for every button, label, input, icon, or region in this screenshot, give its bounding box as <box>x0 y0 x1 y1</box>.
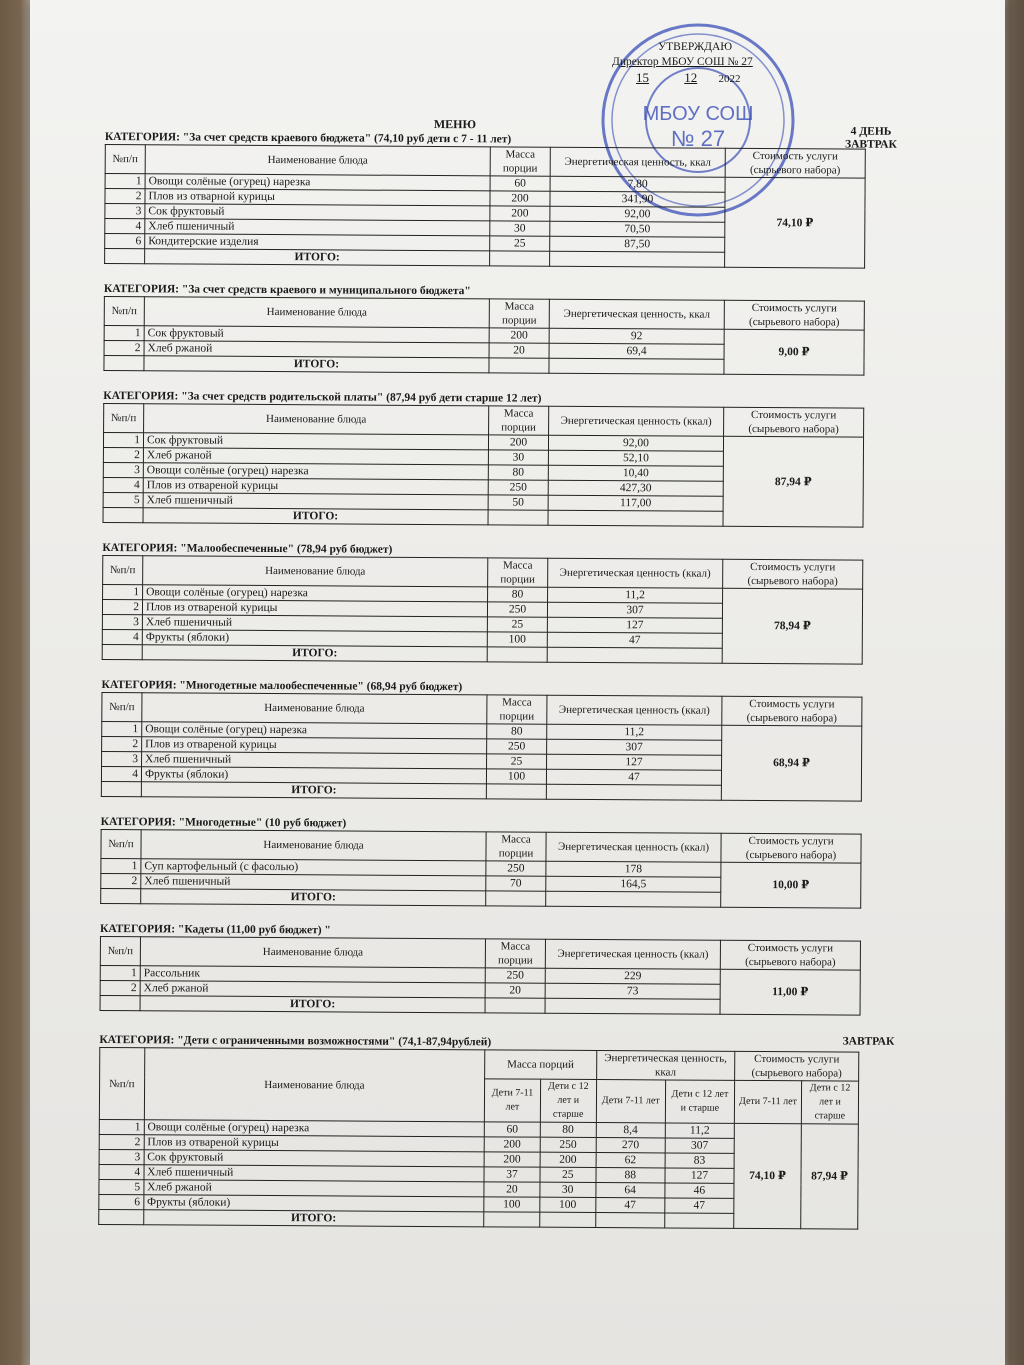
mass-7-11: 100 <box>484 1197 540 1212</box>
energy-header: Энергетическая ценность (ккал) <box>545 939 720 969</box>
dish-mass: 25 <box>487 754 547 769</box>
row-number: 4 <box>105 219 145 234</box>
total-label: ИТОГО: <box>144 356 489 373</box>
cost-7-11: 74,10 ₽ <box>734 1123 802 1228</box>
dish-energy: 11,2 <box>547 724 722 740</box>
menu-table <box>101 692 863 802</box>
special-section <box>98 1033 895 1230</box>
energy-header: Энергетическая ценность (ккал) <box>548 558 723 588</box>
num-header: №п/п <box>102 692 142 721</box>
dish-name: Овощи солёные (огурец) нарезка <box>143 463 488 480</box>
day-label <box>845 126 897 152</box>
mass-12-plus: 100 <box>540 1197 596 1212</box>
stamp-school-text: МБОУ СОШ <box>642 103 754 125</box>
mass-7-11: 200 <box>484 1137 540 1152</box>
energy-header: Энергетическая ценность (ккал) <box>549 406 724 436</box>
total-blank <box>101 781 141 796</box>
row-number: 4 <box>101 766 141 781</box>
category-title: КАТЕГОРИЯ: "Многодетные малообеспеченные" (68,94 руб бюджет) <box>101 678 463 694</box>
cost-header: Стоимость услуги (сырьевого набора) <box>724 300 864 330</box>
dish-mass: 100 <box>486 769 546 784</box>
row-number: 2 <box>102 599 142 614</box>
energy-header: Энергетическая ценность (ккал) <box>547 695 722 725</box>
dish-name: Сок фруктовый <box>143 433 488 450</box>
row-number: 6 <box>99 1194 144 1209</box>
energy-12-plus: 11,2 <box>665 1123 734 1138</box>
total-label: ИТОГО: <box>143 508 488 525</box>
dish-name: Фрукты (яблоки) <box>142 630 487 647</box>
menu-section <box>103 282 864 376</box>
menu-table <box>103 296 864 376</box>
total-energy-blank <box>547 647 722 663</box>
dish-name: Овощи солёные (огурец) нарезка <box>144 1120 485 1137</box>
dish-energy: 341,90 <box>550 191 725 207</box>
menu-section <box>104 130 865 269</box>
energy-7-11: 47 <box>595 1198 664 1213</box>
category-title: КАТЕГОРИЯ: "Дети с ограниченными возможностями" (74,1-87,94рублей) <box>99 1033 492 1049</box>
dish-mass: 25 <box>487 617 547 632</box>
dish-energy: 92,00 <box>548 435 723 451</box>
dish-energy: 92 <box>549 328 724 344</box>
total-mass-blank <box>486 784 546 799</box>
row-number: 4 <box>103 477 143 492</box>
energy-7-11: 62 <box>596 1153 665 1168</box>
dish-mass: 200 <box>490 191 550 206</box>
cost-12-plus: 87,94 ₽ <box>801 1124 859 1229</box>
dish-energy: 7,80 <box>550 176 725 192</box>
row-number: 2 <box>101 873 141 888</box>
num-header: №п/п <box>104 403 144 432</box>
cost-value: 9,00 ₽ <box>724 329 864 375</box>
dish-energy: 117,00 <box>548 495 723 511</box>
category-title: КАТЕГОРИЯ: "Малообеспеченные" (78,94 руб бюджет) <box>102 541 393 556</box>
total-blank <box>100 995 140 1010</box>
cost-header: Стоимость услуги (сырьевого набора) <box>722 696 862 726</box>
dish-name: Овощи солёные (огурец) нарезка <box>143 585 488 602</box>
row-number: 1 <box>100 965 140 980</box>
total-energy-blank <box>548 510 723 526</box>
day-number: 4 ДЕНЬ <box>850 125 892 138</box>
num-header: №п/п <box>100 936 140 965</box>
dish-mass: 80 <box>488 587 548 602</box>
dish-name: Сок фруктовый <box>145 204 490 221</box>
total-blank <box>105 249 145 264</box>
dish-mass: 30 <box>488 450 548 465</box>
dish-name: Хлеб пшеничный <box>145 219 490 236</box>
menu-section <box>100 815 861 909</box>
dish-mass: 60 <box>490 176 550 191</box>
dish-energy: 47 <box>547 632 722 648</box>
dish-name: Хлеб ржаной <box>143 448 488 465</box>
row-number: 5 <box>99 1179 144 1194</box>
energy-7-11: 8,4 <box>596 1123 665 1138</box>
dish-name: Плов из отвареной курицы <box>142 600 487 617</box>
energy-7-11: 64 <box>596 1183 665 1198</box>
row-number: 2 <box>102 736 142 751</box>
mass-header: Масса порции <box>488 558 548 587</box>
director-label: Директор МБОУ СОШ № 27 <box>612 56 753 68</box>
row-number: 1 <box>103 584 143 599</box>
cost-header: Стоимость услуги (сырьевого набора) <box>721 833 861 863</box>
mass-7-11: 200 <box>484 1152 540 1167</box>
mass-7-11: 20 <box>484 1182 540 1197</box>
total-label: ИТОГО: <box>141 889 486 906</box>
dish-name: Суп картофельный (с фасолью) <box>141 859 486 876</box>
cost-value: 74,10 ₽ <box>725 177 866 268</box>
dish-energy: 178 <box>546 861 721 877</box>
total-value-blank <box>540 1212 596 1227</box>
dish-name: Хлеб ржаной <box>144 1180 485 1197</box>
mass-12-plus: 30 <box>540 1182 596 1197</box>
energy-header: Энергетическая ценность, ккал <box>596 1051 735 1081</box>
mass-header: Масса порции <box>489 299 549 328</box>
table-header-row <box>104 403 864 437</box>
dish-name: Рассольник <box>140 966 485 983</box>
dish-energy: 307 <box>547 602 722 618</box>
total-mass-blank <box>489 358 549 373</box>
name-header: Наименование блюда <box>143 556 488 587</box>
dish-mass: 25 <box>490 236 550 251</box>
total-mass-blank <box>488 510 548 525</box>
mass-header: Масса порции <box>487 695 547 724</box>
menu-table <box>104 144 866 269</box>
total-energy-blank <box>546 891 721 907</box>
cost-value: 11,00 ₽ <box>720 969 860 1015</box>
dish-energy: 69,4 <box>549 343 724 359</box>
cost-header: Стоимость услуги (сырьевого набора) <box>724 407 864 437</box>
age-7-11-header: Дети 7-11 лет <box>734 1080 801 1123</box>
dish-mass: 30 <box>490 221 550 236</box>
dish-energy: 427,30 <box>548 480 723 496</box>
dish-mass: 250 <box>487 602 547 617</box>
menu-table <box>100 936 861 1016</box>
total-value-blank <box>484 1212 540 1227</box>
dish-name: Плов из отвареной курицы <box>144 1135 485 1152</box>
row-number: 3 <box>103 462 143 477</box>
cost-value: 68,94 ₽ <box>721 725 861 801</box>
name-header: Наименование блюда <box>141 830 486 861</box>
name-header: Наименование блюда <box>142 693 487 724</box>
dish-mass: 80 <box>488 465 548 480</box>
num-header: №п/п <box>103 555 143 584</box>
dish-energy: 11,2 <box>548 587 723 603</box>
row-number: 5 <box>103 492 143 507</box>
row-number: 4 <box>99 1164 144 1179</box>
age-7-11-header: Дети 7-11 лет <box>484 1079 540 1122</box>
dish-name: Сок фруктовый <box>144 326 489 343</box>
dish-name: Плов из отвареной курицы <box>142 737 487 754</box>
dish-mass: 80 <box>487 724 547 739</box>
dish-energy: 70,50 <box>550 221 725 237</box>
cost-header: Стоимость услуги (сырьевого набора) <box>735 1051 859 1081</box>
row-number: 2 <box>99 1134 144 1149</box>
mass-header: Масса порций <box>485 1050 597 1080</box>
total-energy-blank <box>550 251 725 267</box>
menu-section <box>102 541 863 665</box>
table-header-row <box>103 555 863 589</box>
mass-12-plus: 25 <box>540 1167 596 1182</box>
dish-energy: 229 <box>545 968 720 984</box>
dish-mass: 200 <box>490 206 550 221</box>
row-number: 2 <box>100 980 140 995</box>
dish-name: Кондитерские изделия <box>145 234 490 251</box>
total-energy-blank <box>546 784 721 800</box>
mass-12-plus: 80 <box>540 1122 596 1137</box>
dish-name: Хлеб пшеничный <box>141 874 486 891</box>
dish-name: Сок фруктовый <box>144 1150 485 1167</box>
dish-energy: 127 <box>547 754 722 770</box>
row-number: 4 <box>102 629 142 644</box>
mass-header: Масса порции <box>486 832 546 861</box>
cost-value: 78,94 ₽ <box>722 588 862 664</box>
total-label: ИТОГО: <box>142 645 487 662</box>
menu-document <box>98 115 897 1230</box>
num-header: №п/п <box>105 145 145 174</box>
total-energy-blank <box>549 358 724 374</box>
cost-header: Стоимость услуги (сырьевого набора) <box>720 940 860 970</box>
mass-header: Масса порции <box>489 406 549 435</box>
total-blank <box>102 644 142 659</box>
dish-energy: 52,10 <box>548 450 723 466</box>
total-label: ИТОГО: <box>140 996 485 1013</box>
dish-mass: 250 <box>487 739 547 754</box>
dish-energy: 47 <box>546 769 721 785</box>
mass-header: Масса порции <box>485 939 545 968</box>
energy-header: Энергетическая ценность, ккал <box>549 299 724 329</box>
dish-name: Хлеб пшеничный <box>142 752 487 769</box>
sections-container <box>100 130 865 1016</box>
dish-mass: 250 <box>485 968 545 983</box>
mass-12-plus: 250 <box>540 1137 596 1152</box>
approval-block <box>612 40 753 87</box>
menu-table <box>102 555 864 665</box>
cost-header: Стоимость услуги (сырьевого набора) <box>725 148 865 178</box>
approve-label: УТВЕРЖДАЮ <box>658 41 733 53</box>
dish-name: Плов из отвареной курицы <box>143 478 488 495</box>
meal-label: ЗАВТРАК <box>845 138 897 151</box>
dish-name: Фрукты (яблоки) <box>143 1195 484 1212</box>
dish-energy: 87,50 <box>550 236 725 252</box>
mass-header: Масса порции <box>490 147 550 176</box>
dish-name: Овощи солёные (огурец) нарезка <box>142 722 487 739</box>
dish-mass: 250 <box>486 861 546 876</box>
menu-table <box>103 403 865 528</box>
dish-energy: 92,00 <box>550 206 725 222</box>
row-number: 6 <box>105 234 145 249</box>
row-number: 2 <box>103 447 143 462</box>
energy-12-plus: 127 <box>665 1168 734 1183</box>
dish-mass: 70 <box>486 876 546 891</box>
dish-mass: 20 <box>489 343 549 358</box>
dish-energy: 127 <box>547 617 722 633</box>
name-header: Наименование блюда <box>144 297 489 328</box>
dish-name: Хлеб пшеничный <box>143 493 488 510</box>
menu-title: МЕНЮ <box>433 117 477 132</box>
meal-label-2: ЗАВТРАК <box>842 1035 895 1048</box>
category-title: КАТЕГОРИЯ: "За счет средств краевого бюджета" (74,10 руб дети с 7 - 11 лет) <box>104 130 512 146</box>
energy-7-11: 88 <box>596 1168 665 1183</box>
total-blank <box>101 888 141 903</box>
table-header-row <box>100 936 860 970</box>
cost-header: Стоимость услуги (сырьевого набора) <box>723 559 863 589</box>
dish-energy: 164,5 <box>546 876 721 892</box>
age-12-plus-header: Дети с 12 лет и старше <box>540 1079 596 1122</box>
row-number: 1 <box>102 721 142 736</box>
name-header: Наименование блюда <box>145 145 490 176</box>
dish-name: Хлеб пшеничный <box>144 1165 485 1182</box>
mass-7-11: 37 <box>484 1167 540 1182</box>
stamp-number-text: № 27 <box>670 126 726 151</box>
row-number: 2 <box>104 340 144 355</box>
name-header: Наименование блюда <box>140 937 485 968</box>
mass-7-11: 60 <box>484 1122 540 1137</box>
row-number: 1 <box>99 1119 144 1134</box>
dish-name: Фрукты (яблоки) <box>141 767 486 784</box>
total-value-blank <box>595 1213 664 1228</box>
dish-energy: 73 <box>545 983 720 999</box>
num-header: №п/п <box>104 296 144 325</box>
energy-7-11: 270 <box>596 1138 665 1153</box>
row-number: 3 <box>102 614 142 629</box>
table-header-row <box>101 829 861 863</box>
dish-mass: 100 <box>487 632 547 647</box>
table-header-row <box>100 1047 859 1081</box>
table-header-row <box>104 296 864 330</box>
total-blank <box>99 1209 144 1224</box>
age-12-plus-header: Дети с 12 лет и старше <box>801 1081 858 1124</box>
dish-energy: 10,40 <box>548 465 723 481</box>
total-mass-blank <box>487 647 547 662</box>
cost-value: 87,94 ₽ <box>723 436 864 527</box>
table-header-row <box>105 145 865 179</box>
table-header-row <box>102 692 862 726</box>
name-header: Наименование блюда <box>144 1048 485 1122</box>
dish-mass: 200 <box>488 435 548 450</box>
special-table <box>98 1047 859 1230</box>
num-header: №п/п <box>101 829 141 858</box>
energy-12-plus: 83 <box>665 1153 734 1168</box>
approval-date <box>612 70 753 87</box>
category-title: КАТЕГОРИЯ: "За счет средств родительской платы" (87,94 руб дети старше 12 лет) <box>103 389 542 405</box>
mass-12-plus: 200 <box>540 1152 596 1167</box>
category-title: КАТЕГОРИЯ: "Многодетные" (10 руб бюджет) <box>100 815 347 830</box>
row-number: 3 <box>105 204 145 219</box>
total-blank <box>103 507 143 522</box>
energy-header: Энергетическая ценность, ккал <box>550 147 725 177</box>
total-mass-blank <box>490 251 550 266</box>
dish-name: Овощи солёные (огурец) нарезка <box>145 174 490 191</box>
row-number: 1 <box>101 858 141 873</box>
category-title: КАТЕГОРИЯ: "За счет средств краевого и муниципального бюджета" <box>103 282 471 298</box>
num-header: №п/п <box>99 1047 144 1119</box>
menu-section <box>103 389 864 528</box>
age-12-plus-header: Дети с 12 лет и старше <box>665 1080 734 1123</box>
dish-mass: 20 <box>485 983 545 998</box>
row-number: 2 <box>105 189 145 204</box>
dish-mass: 250 <box>488 480 548 495</box>
dish-mass: 50 <box>488 495 548 510</box>
dish-name: Плов из отварной курицы <box>145 189 490 206</box>
total-label: ИТОГО: <box>141 782 486 799</box>
menu-section <box>101 678 862 802</box>
cost-value: 10,00 ₽ <box>721 862 861 908</box>
category-title: КАТЕГОРИЯ: "Кадеты (11,00 руб бюджет) " <box>99 922 331 937</box>
row-number: 1 <box>103 432 143 447</box>
date-year: 2022 <box>718 73 741 85</box>
energy-12-plus: 307 <box>665 1138 734 1153</box>
total-energy-blank <box>545 998 720 1014</box>
total-value-blank <box>665 1213 734 1228</box>
total-mass-blank <box>485 998 545 1013</box>
dish-energy: 307 <box>547 739 722 755</box>
date-day: 15 <box>636 70 649 85</box>
name-header: Наименование блюда <box>144 404 489 435</box>
menu-table <box>100 829 861 909</box>
total-label: ИТОГО: <box>145 249 490 266</box>
total-mass-blank <box>486 891 546 906</box>
dish-mass: 200 <box>489 328 549 343</box>
row-number: 1 <box>105 174 145 189</box>
energy-12-plus: 46 <box>665 1183 734 1198</box>
age-7-11-header: Дети 7-11 лет <box>596 1080 665 1123</box>
row-number: 1 <box>104 325 144 340</box>
menu-section <box>100 922 861 1016</box>
dish-name: Хлеб ржаной <box>144 341 489 358</box>
dish-name: Хлеб ржаной <box>140 981 485 998</box>
row-number: 3 <box>99 1149 144 1164</box>
row-number: 3 <box>102 751 142 766</box>
energy-12-plus: 47 <box>665 1198 734 1213</box>
dish-name: Хлеб пшеничный <box>142 615 487 632</box>
energy-header: Энергетическая ценность (ккал) <box>546 832 721 862</box>
date-month: 12 <box>684 70 698 85</box>
total-blank <box>104 355 144 370</box>
total-label: ИТОГО: <box>143 1210 484 1227</box>
